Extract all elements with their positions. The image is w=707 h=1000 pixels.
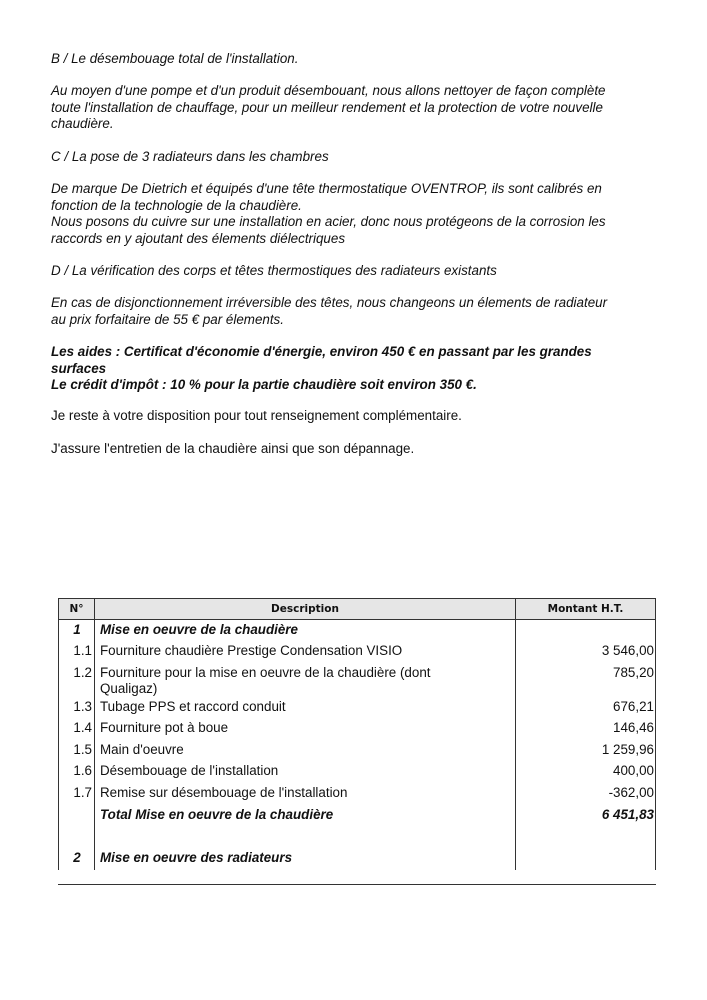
row-num: 1.5 (59, 740, 95, 762)
row-num: 1.3 (59, 697, 95, 719)
row-num: 1.6 (59, 761, 95, 783)
section-title: Mise en oeuvre des radiateurs (95, 848, 516, 870)
section-title: Mise en oeuvre de la chaudière (95, 620, 516, 642)
closing-text: Je reste à votre disposition pour tout renseignement complémentaire. (51, 408, 462, 423)
section-amount (516, 620, 656, 642)
section-row (59, 620, 656, 642)
quote-table (58, 598, 656, 870)
section-d-heading (51, 263, 661, 280)
row-desc-line: Qualigaz) (100, 680, 158, 696)
row-num: 1.7 (59, 783, 95, 805)
row-desc-line: Fourniture pour la mise en oeuvre de la chaudière (dont (100, 664, 431, 680)
body-line: chaudière. (51, 116, 114, 131)
row-desc (95, 663, 516, 697)
body-line: Nous posons du cuivre sur une installation en acier, donc nous protégeons de la corrosion les (51, 214, 606, 229)
spacer-cell (95, 826, 516, 848)
row-desc: Main d'oeuvre (95, 740, 516, 762)
spacer-row (59, 826, 656, 848)
section-num: 1 (59, 620, 95, 642)
row-num: 1.4 (59, 718, 95, 740)
aides-line: Les aides : Certificat d'économie d'énergie, environ 450 € en passant par les grandes (51, 344, 592, 359)
table-row (59, 761, 656, 783)
section-d-body (51, 295, 661, 328)
header-num: N° (59, 599, 95, 620)
spacer-cell (59, 826, 95, 848)
table-row (59, 641, 656, 663)
section-amount (516, 848, 656, 870)
spacer-cell (516, 826, 656, 848)
row-amount: 785,20 (516, 663, 656, 697)
heading-text: B / Le désembouage total de l'installation. (51, 51, 299, 66)
body-line: Au moyen d'une pompe et d'un produit désembouant, nous allons nettoyer de façon complète (51, 83, 606, 98)
closing-availability (51, 408, 661, 425)
row-desc: Fourniture chaudière Prestige Condensation VISIO (95, 641, 516, 663)
row-desc: Tubage PPS et raccord conduit (95, 697, 516, 719)
closing-maintenance (51, 441, 661, 458)
row-amount: 676,21 (516, 697, 656, 719)
table-row (59, 740, 656, 762)
section-b-body (51, 83, 661, 133)
row-desc: Remise sur désembouage de l'installation (95, 783, 516, 805)
body-line: fonction de la technologie de la chaudière. (51, 197, 302, 213)
table-row (59, 663, 656, 697)
closing-text: J'assure l'entretien de la chaudière ainsi que son dépannage. (51, 441, 415, 456)
row-amount: 1 259,96 (516, 740, 656, 762)
aides-line: surfaces (51, 360, 107, 376)
row-amount: 3 546,00 (516, 641, 656, 663)
row-desc: Désembouage de l'installation (95, 761, 516, 783)
section-b-heading (51, 51, 661, 68)
row-amount: 400,00 (516, 761, 656, 783)
aides-block (51, 344, 661, 394)
table-row (59, 697, 656, 719)
row-amount: -362,00 (516, 783, 656, 805)
table-row (59, 718, 656, 740)
header-description: Description (95, 599, 516, 620)
row-num: 1.2 (59, 663, 95, 697)
section-c-heading (51, 149, 661, 166)
page-divider (58, 884, 656, 885)
section-num: 2 (59, 848, 95, 870)
heading-text: C / La pose de 3 radiateurs dans les chambres (51, 149, 329, 164)
body-line: De marque De Dietrich et équipés d'une tête thermostatique OVENTROP, ils sont calibrés en (51, 181, 602, 196)
total-num (59, 805, 95, 827)
row-amount: 146,46 (516, 718, 656, 740)
aides-line: Le crédit d'impôt : 10 % pour la partie chaudière soit environ 350 €. (51, 377, 477, 392)
section-row (59, 848, 656, 870)
table-row (59, 783, 656, 805)
section-c-body (51, 181, 661, 247)
body-line: raccords en y ajoutant des élements diélectriques (51, 230, 346, 246)
row-desc: Fourniture pot à boue (95, 718, 516, 740)
heading-text: D / La vérification des corps et têtes thermostiques des radiateurs existants (51, 263, 497, 278)
total-row (59, 805, 656, 827)
row-num: 1.1 (59, 641, 95, 663)
body-line: au prix forfaitaire de 55 € par élements. (51, 311, 284, 327)
body-line: En cas de disjonctionnement irréversible des têtes, nous changeons un élements de radiateur (51, 295, 608, 310)
header-amount: Montant H.T. (516, 599, 656, 620)
table-header-row (59, 599, 656, 620)
total-amount: 6 451,83 (516, 805, 656, 827)
total-label: Total Mise en oeuvre de la chaudière (95, 805, 516, 827)
body-line: toute l'installation de chauffage, pour un meilleur rendement et la protection de votre nouvelle (51, 99, 603, 115)
